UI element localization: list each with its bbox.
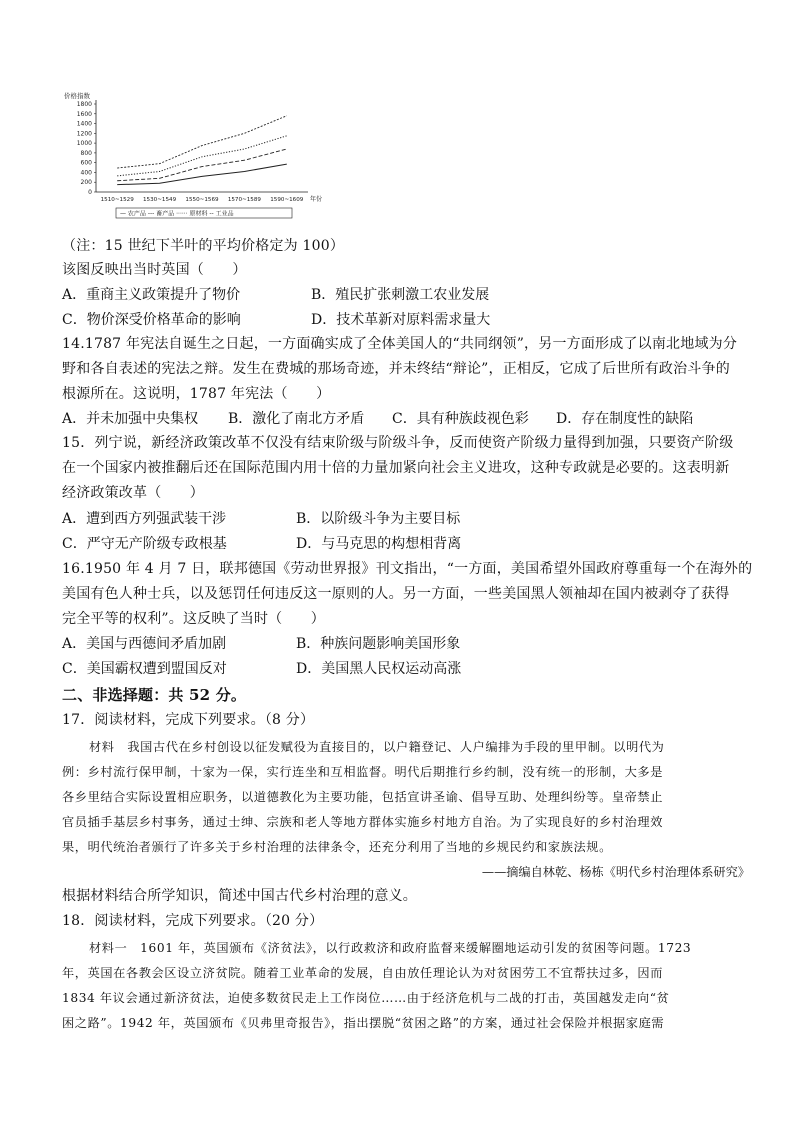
q17-title: 17．阅读材料，完成下列要求。（8 分） (62, 712, 315, 728)
q15-option-a[interactable]: A．遭到西方列强武装干涉 (62, 511, 227, 527)
q14-option-b[interactable]: B．激化了南北方矛盾 (228, 411, 365, 427)
q17-question: 根据材料结合所学知识，简述中国古代乡村治理的意义。 (62, 888, 417, 904)
q13-option-c[interactable]: C．物价深受价格革命的影响 (62, 312, 241, 328)
q14-option-c[interactable]: C．具有种族歧视色彩 (392, 411, 529, 427)
q18-material-line-2: 年，英国在各教会区设立济贫院。随着工业革命的发展，自由放任理论认为对贫困劳工不宜帮扶过多，因而 (62, 966, 664, 980)
q15-stem-line-2: 在一个国家内被推翻后还在国际范围内用十倍的力量加紧向社会主义进攻，这种专政就是必要的。这表明新 (62, 460, 730, 476)
y-tick-label: 800 (80, 149, 92, 157)
y-tick-label: 1800 (76, 101, 92, 108)
q14-stem-line-1: 14.1787 年宪法自诞生之日起，一方面确实成了全体美国人的“共同纲领”，另一方面形成了以南北地域为分 (62, 336, 738, 352)
x-tick-label: 1550~1569 (185, 197, 219, 203)
q16-stem-line-1: 16.1950 年 4 月 7 日，联邦德国《劳动世界报》刊文指出，“一方面，美国希望外国政府尊重每一个在海外的 (62, 561, 753, 577)
q14-stem-line-3: 根源所在。这说明，1787 年宪法（ ） (62, 386, 331, 402)
q15-option-b[interactable]: B．以阶级斗争为主要目标 (296, 511, 461, 527)
q14-stem-line-2: 野和各自表述的宪法之辩。发生在费城的那场奇迹，并未终结“辩论”，正相反，它成了后世所有政治斗争的 (62, 361, 730, 377)
x-tick-label: 1570~1589 (227, 197, 261, 203)
q17-material-line-1: 材料 我国古代在乡村创设以征发赋役为直接目的，以户籍登记、人户编排为手段的里甲制。以明代为 (89, 740, 665, 754)
series-line-4 (117, 116, 287, 168)
q16-option-a[interactable]: A．美国与西德间矛盾加剧 (62, 636, 227, 652)
y-tick-label: 0 (88, 189, 92, 196)
x-tick-label: 1510~1529 (100, 197, 134, 203)
x-tick-label: 1590~1609 (270, 197, 304, 203)
y-tick-label: 1400 (76, 120, 92, 128)
y-axis-label: 价格指数 (64, 92, 90, 100)
section-heading: 二、非选择题：共 52 分。 (62, 686, 247, 704)
q16-option-b[interactable]: B．种族问题影响美国形象 (296, 636, 461, 652)
y-tick-label: 1600 (76, 110, 92, 118)
chart-note: （注：15 世纪下半叶的平均价格定为 100） (62, 238, 345, 254)
q13-stem: 该图反映出当时英国（ ） (62, 262, 247, 278)
q15-stem-line-1: 15．列宁说，新经济政策改革不仅没有结束阶级与阶级斗争，反而使资产阶级力量得到加强，只要资产阶级 (62, 435, 734, 451)
q17-source: ——摘编自林乾、杨栋《明代乡村治理体系研究》 (481, 865, 750, 879)
q16-option-d[interactable]: D．美国黑人民权运动高涨 (296, 661, 462, 677)
y-tick-label: 1000 (76, 140, 92, 148)
q16-stem-line-3: 完全平等的权利”。这反映了当时（ ） (62, 611, 325, 627)
x-axis-label: 年份 (310, 196, 323, 203)
q14-option-d[interactable]: D．存在制度性的缺陷 (556, 411, 694, 427)
y-tick-label: 600 (80, 159, 92, 167)
q14-option-a[interactable]: A．并未加强中央集权 (62, 411, 199, 427)
q13-option-a[interactable]: A．重商主义政策提升了物价 (62, 287, 241, 303)
y-tick-label: 400 (80, 169, 92, 177)
legend-text: — 农产品 --- 畜产品 ······ 原材料 -- 工业品 (120, 210, 234, 218)
q17-material-line-3: 各乡里结合实际设置相应职务，以道德教化为主要功能，包括宣讲圣谕、倡导互助、处理纠纷等。皇帝禁止 (62, 790, 664, 804)
series-line-1 (117, 164, 287, 185)
q13-option-b[interactable]: B．殖民扩张刺激工农业发展 (311, 287, 490, 303)
q17-material-line-2: 例：乡村流行保甲制，十家为一保，实行连坐和互相监督。明代后期推行乡约制，没有统一的形制，大多是 (62, 765, 664, 779)
q15-option-c[interactable]: C．严守无产阶级专政根基 (62, 536, 227, 552)
q15-option-d[interactable]: D．与马克思的构想相背离 (296, 536, 462, 552)
q17-material-line-4: 官员插手基层乡村事务，通过士绅、宗族和老人等地方群体实施乡村地方自治。为了实现良好的乡村治理效 (62, 815, 664, 829)
q18-material-line-1: 材料一 1601 年，英国颁布《济贫法》，以行政救济和政府监督来缓解圈地运动引发的贫困等问题。1723 (89, 941, 692, 955)
price-index-chart (56, 88, 323, 220)
q13-option-d[interactable]: D．技术革新对原料需求量大 (311, 312, 491, 328)
q15-stem-line-3: 经济政策改革（ ） (62, 485, 204, 501)
q16-option-c[interactable]: C．美国霸权遭到盟国反对 (62, 661, 227, 677)
q16-stem-line-2: 美国有色人种士兵，以及惩罚任何违反这一原则的人。另一方面，一些美国黑人领袖却在国内被剥夺了获得 (62, 586, 730, 602)
q18-material-line-3: 1834 年议会通过新济贫法，迫使多数贫民走上工作岗位……由于经济危机与二战的打击，英国越发走向“贫 (62, 991, 670, 1005)
y-tick-label: 200 (80, 179, 92, 187)
x-tick-label: 1530~1549 (143, 197, 177, 203)
q18-title: 18．阅读材料，完成下列要求。（20 分） (62, 913, 324, 929)
q18-material-line-4: 困之路”。1942 年，英国颁布《贝弗里奇报告》，指出摆脱“贫困之路”的方案，通过社会保险并根据家庭需 (62, 1016, 665, 1030)
y-tick-label: 1200 (76, 130, 92, 138)
q17-material-line-5: 果，明代统治者颁行了许多关于乡村治理的法律条令，还充分利用了当地的乡规民约和家族法规。 (62, 840, 612, 854)
